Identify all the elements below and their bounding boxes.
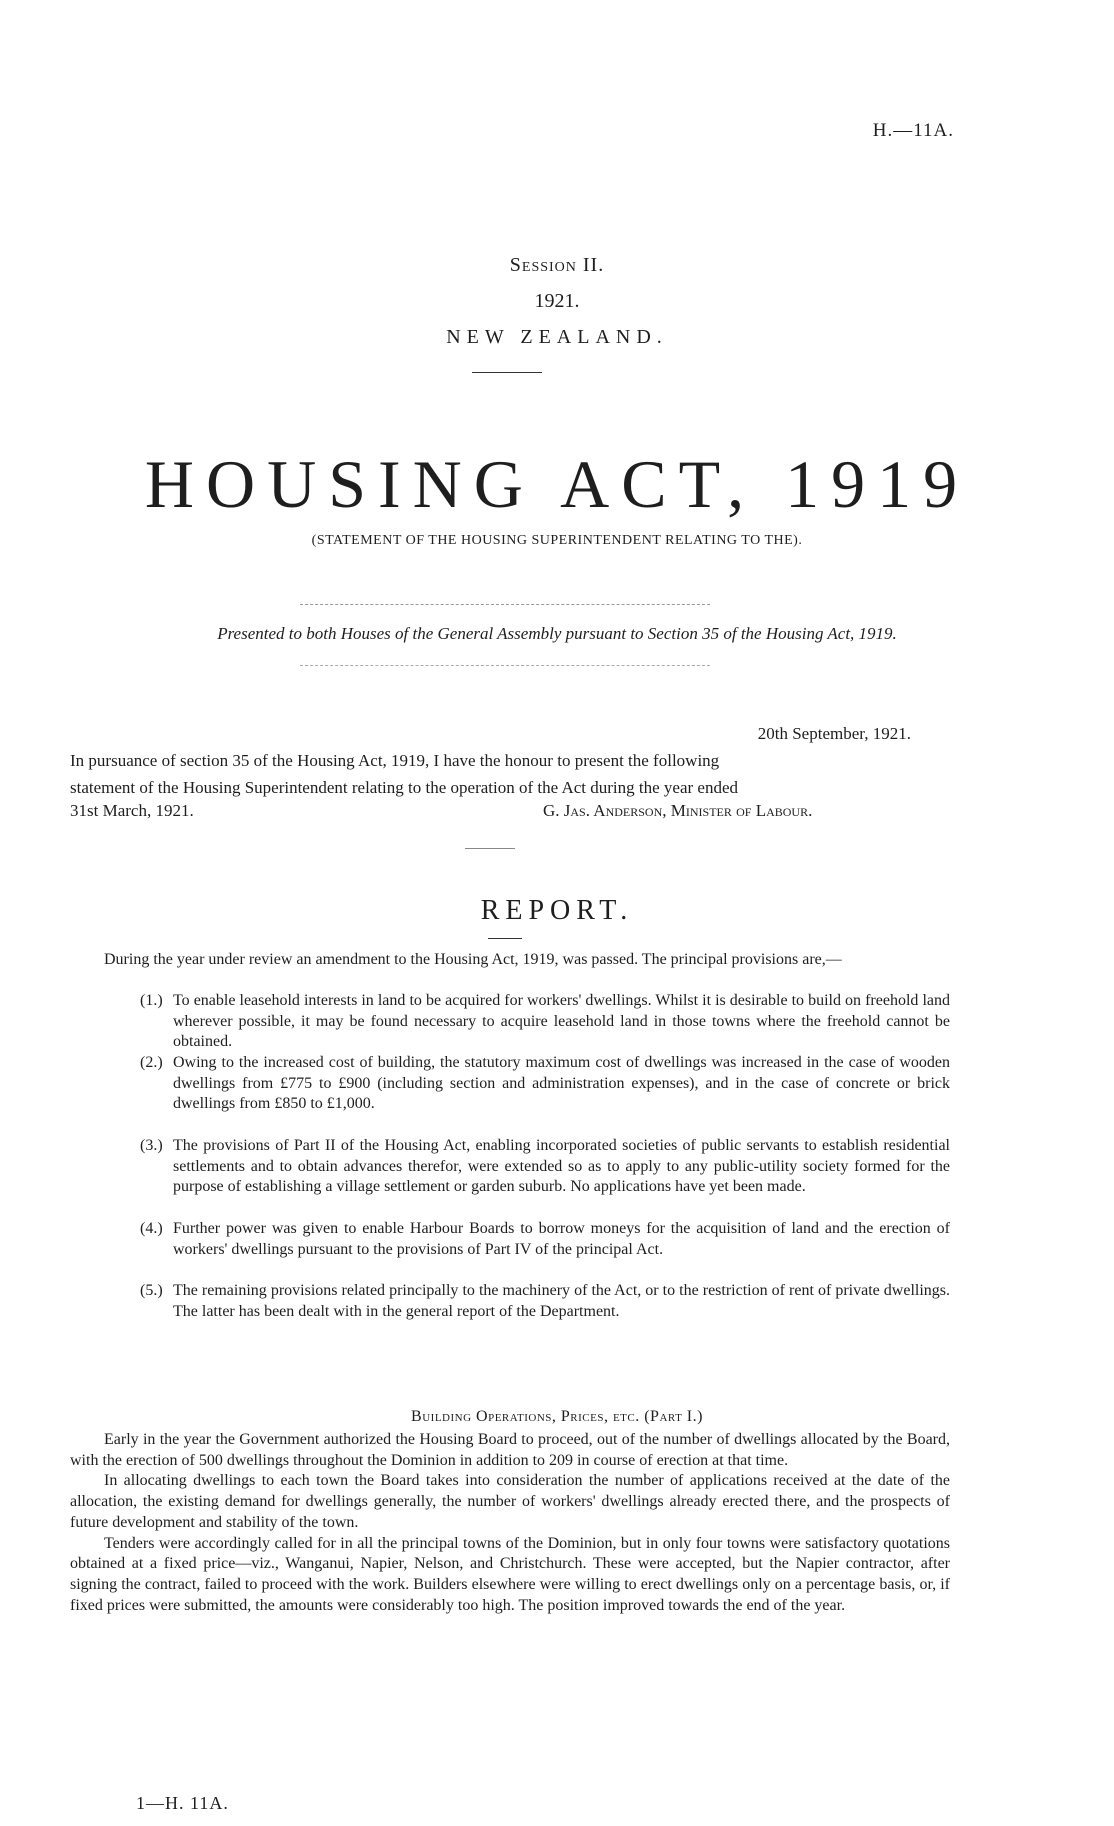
provision-text: To enable leasehold interests in land to be acquired for workers' dwellings. Whilst it is desirable to build on freehold land wherever possible, it may be found necessary to acquire leasehold land in those towns where the freehold cannot be obtained. [173, 992, 950, 1051]
provision-item [70, 991, 950, 1053]
divider-rule [472, 372, 542, 373]
body-paragraph: Tenders were accordingly called for in all the principal towns of the Dominion, but in only four towns were satisfactory quotations obtained at a fixed price—viz., Wanganui, Napier, Nelson, and Christchurch. These were accepted, but the Napier contractor, after signing the contract, failed to proceed with the work. Builders elsewhere were willing to erect dwellings only on a percentage basis, or, if fixed prices were submitted, the amounts were considerably too high. The position improved towards the end of the year. [70, 1534, 950, 1614]
provision-number: (1.) [140, 992, 163, 1009]
provision-text: The provisions of Part II of the Housing Act, enabling incorporated societies of public servants to establish residential settlements and to obtain advances therefor, were extended so as to apply to any public-utility society formed for the purpose of establishing a village settlement or garden suburb. No applications have yet been made. [173, 1137, 950, 1196]
divider-rule [300, 604, 710, 605]
session-year: 1921. [534, 290, 580, 312]
divider-rule [300, 665, 710, 666]
provision-number: (3.) [140, 1137, 163, 1154]
provision-item [70, 1219, 950, 1260]
presentation-note: Presented to both Houses of the General Assembly pursuant to Section 35 of the Housing Act, 1919. [217, 624, 897, 643]
letter-line: In pursuance of section 35 of the Housing Act, 1919, I have the honour to present the following [70, 751, 720, 770]
letter-body [70, 747, 950, 801]
provision-text: Owing to the increased cost of building, the statutory maximum cost of dwellings was increased in the case of wooden dwellings from £775 to £900 (including section and administration expenses), and in the case of concrete or brick dwellings from £850 to £1,000. [173, 1054, 950, 1113]
report-intro: During the year under review an amendment to the Housing Act, 1919, was passed. The principal provisions are,— [104, 951, 842, 968]
provision-item [70, 1136, 950, 1198]
document-subtitle: (STATEMENT OF THE HOUSING SUPERINTENDENT RELATING TO THE). [311, 533, 803, 548]
letter-closing-date: 31st March, 1921. [70, 801, 194, 820]
provision-number: (5.) [140, 1282, 163, 1299]
document-reference: H.—11A. [872, 120, 954, 141]
document-title: HOUSING ACT, 1919 [144, 446, 970, 522]
provision-text: The remaining provisions related principally to the machinery of the Act, or to the restriction of rent of private dwellings. The latter has been dealt with in the general report of the Department. [173, 1282, 950, 1320]
divider-rule [465, 848, 515, 849]
session-label: Session II. [509, 254, 605, 276]
provision-number: (2.) [140, 1054, 163, 1071]
provision-text: Further power was given to enable Harbour Boards to borrow moneys for the acquisition of land and the erection of workers' dwellings pursuant to the provisions of Part IV of the principal Act. [173, 1220, 950, 1258]
provision-item [70, 1281, 950, 1322]
section-body [70, 1430, 950, 1616]
provision-number: (4.) [140, 1220, 163, 1237]
divider-rule [488, 938, 522, 939]
letter-line: statement of the Housing Superintendent relating to the operation of the Act during the year ended [70, 778, 739, 797]
body-paragraph: In allocating dwellings to each town the Board takes into consideration the number of applications received at the date of the allocation, the existing demand for dwellings generally, the number of workers' dwellings already erected there, and the prospects of future development and stability of the town. [70, 1472, 950, 1531]
provision-item [70, 1053, 950, 1115]
body-paragraph: Early in the year the Government authorized the Housing Board to proceed, out of the number of dwellings allocated by the Board, with the erection of 500 dwellings throughout the Dominion in addition to 209 in course of erection at that time. [70, 1431, 950, 1469]
report-heading: REPORT. [480, 895, 634, 926]
letter-date: 20th September, 1921. [757, 724, 911, 743]
country-name: NEW ZEALAND. [446, 326, 668, 348]
section-heading: Building Operations, Prices, etc. (Part I.) [411, 1408, 703, 1425]
minister-signature: G. Jas. Anderson, Minister of Labour. [543, 801, 813, 820]
page-footer: 1—H. 11A. [136, 1793, 229, 1813]
